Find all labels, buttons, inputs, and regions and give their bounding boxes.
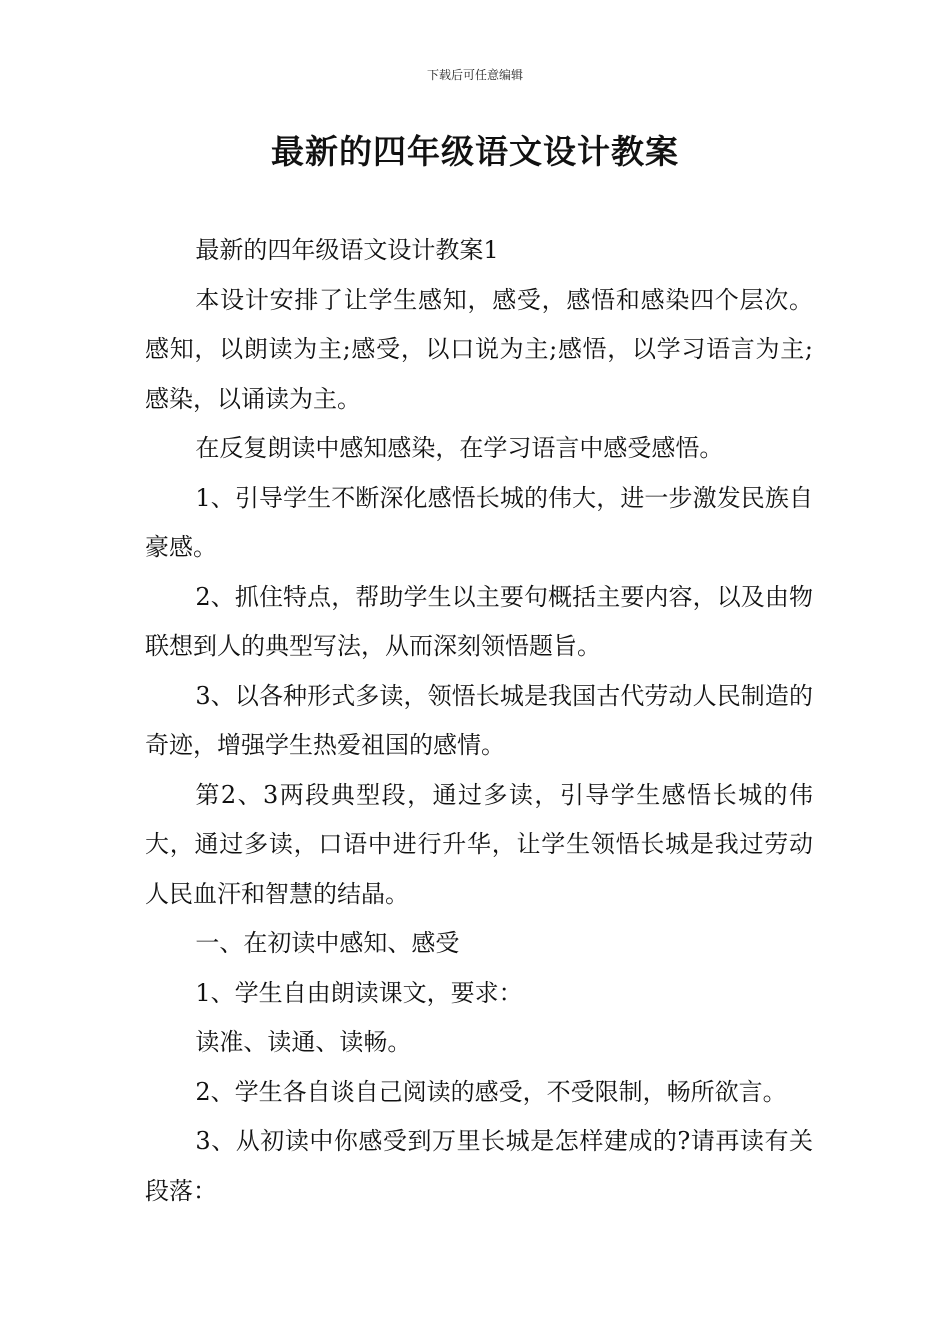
step-3: 3、从初读中你感受到万里长城是怎样建成的?请再读有关段落：: [145, 1127, 813, 1205]
paragraph-design-overview: 本设计安排了让学生感知，感受，感悟和感染四个层次。感知，以朗读为主;感受，以口说为主;感悟，以学习语言为主;感染，以诵读为主。: [145, 285, 813, 413]
paragraph-goal-2: 2、抓住特点，帮助学生以主要句概括主要内容，以及由物联想到人的典型写法，从而深刻领悟题旨。: [145, 582, 813, 660]
document-title: 最新的四年级语文设计教案: [271, 132, 679, 171]
lesson-heading: 最新的四年级语文设计教案1: [195, 236, 499, 264]
step-1: 1、学生自由朗读课文，要求：: [195, 978, 523, 1007]
section-heading-1: 一、在初读中感知、感受: [195, 929, 460, 957]
paragraph-goal-3: 3、以各种形式多读，领悟长城是我国古代劳动人民制造的奇迹，增强学生热爱祖国的感情。: [145, 681, 813, 759]
step-1-requirement: 读准、读通、读畅。: [195, 1028, 412, 1056]
step-2: 2、学生各自谈自己阅读的感受，不受限制，畅所欲言。: [195, 1077, 787, 1106]
document-body: [145, 226, 813, 1216]
header-note: 下载后可任意编辑: [426, 68, 523, 82]
paragraph-key-sections: 第2、3两段典型段，通过多读，引导学生感悟长城的伟大，通过多读，口语中进行升华，让学生领悟长城是我过劳动人民血汗和智慧的结晶。: [145, 780, 813, 908]
paragraph-goal-1: 1、引导学生不断深化感悟长城的伟大，进一步激发民族自豪感。: [145, 483, 813, 561]
paragraph-approach: 在反复朗读中感知感染，在学习语言中感受感悟。: [195, 434, 724, 462]
